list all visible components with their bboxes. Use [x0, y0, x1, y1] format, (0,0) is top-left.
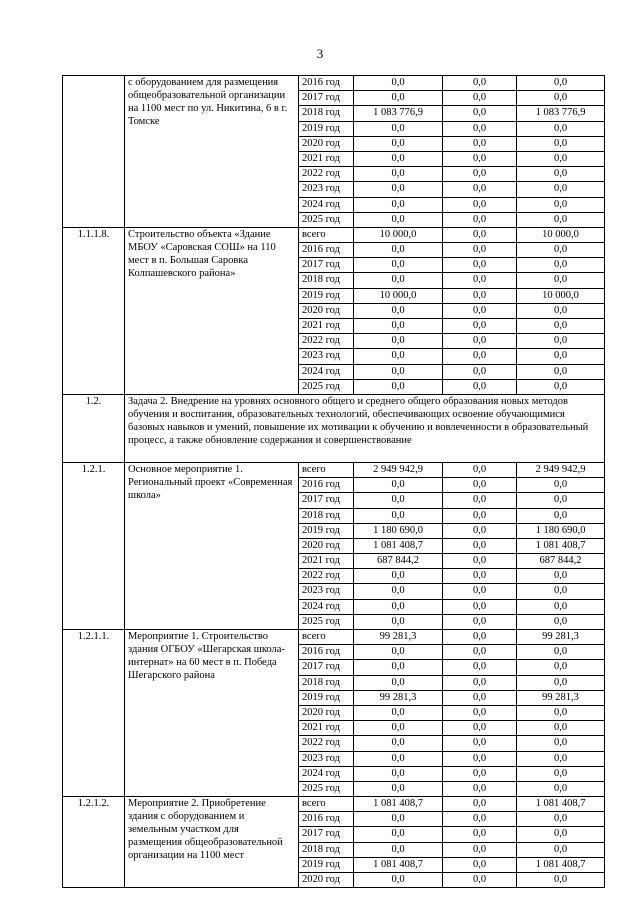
regional-value: 1 081 408,7	[517, 797, 605, 812]
regional-value: 0,0	[517, 766, 605, 781]
total-value: 0,0	[354, 136, 443, 151]
federal-value: 0,0	[443, 182, 517, 197]
period-cell: 2024 год	[299, 364, 354, 379]
regional-value: 0,0	[517, 303, 605, 318]
regional-value: 99 281,3	[517, 630, 605, 645]
period-cell: 2024 год	[299, 197, 354, 212]
period-cell: 2018 год	[299, 675, 354, 690]
total-value: 0,0	[354, 349, 443, 364]
regional-value: 0,0	[517, 569, 605, 584]
item-name: с оборудованием для размещения общеобразовательной организации на 1100 мест по ул. Никитина, 6 в г. Томске	[125, 76, 299, 228]
period-cell: 2016 год	[299, 243, 354, 258]
total-value: 1 081 408,7	[354, 857, 443, 872]
period-cell: 2020 год	[299, 705, 354, 720]
federal-value: 0,0	[443, 227, 517, 242]
total-value: 0,0	[354, 812, 443, 827]
period-cell: 2019 год	[299, 857, 354, 872]
period-cell: 2025 год	[299, 379, 354, 394]
period-cell: 2022 год	[299, 334, 354, 349]
period-cell: 2019 год	[299, 121, 354, 136]
period-cell: 2019 год	[299, 690, 354, 705]
total-value: 0,0	[354, 167, 443, 182]
regional-value: 0,0	[517, 812, 605, 827]
total-value: 10 000,0	[354, 288, 443, 303]
regional-value: 1 083 776,9	[517, 106, 605, 121]
federal-value: 0,0	[443, 288, 517, 303]
period-cell: 2021 год	[299, 554, 354, 569]
task-row	[63, 394, 605, 462]
item-number: 1.2.1.	[63, 462, 125, 629]
total-value: 0,0	[354, 303, 443, 318]
federal-value: 0,0	[443, 243, 517, 258]
total-value: 0,0	[354, 379, 443, 394]
period-cell: 2023 год	[299, 349, 354, 364]
regional-value: 10 000,0	[517, 288, 605, 303]
total-value: 0,0	[354, 76, 443, 91]
total-value: 10 000,0	[354, 227, 443, 242]
regional-value: 2 949 942,9	[517, 462, 605, 477]
federal-value: 0,0	[443, 554, 517, 569]
period-cell: 2022 год	[299, 569, 354, 584]
total-value: 687 844,2	[354, 554, 443, 569]
total-value: 0,0	[354, 705, 443, 720]
total-value: 0,0	[354, 781, 443, 796]
federal-value: 0,0	[443, 797, 517, 812]
federal-value: 0,0	[443, 76, 517, 91]
table-row	[63, 227, 605, 242]
period-cell: 2017 год	[299, 493, 354, 508]
federal-value: 0,0	[443, 121, 517, 136]
federal-value: 0,0	[443, 167, 517, 182]
period-cell: 2020 год	[299, 873, 354, 888]
budget-table-body	[63, 76, 605, 888]
regional-value: 0,0	[517, 212, 605, 227]
federal-value: 0,0	[443, 303, 517, 318]
table-row	[63, 630, 605, 645]
total-value: 1 081 408,7	[354, 797, 443, 812]
regional-value: 0,0	[517, 197, 605, 212]
federal-value: 0,0	[443, 273, 517, 288]
total-value: 0,0	[354, 675, 443, 690]
budget-table	[62, 75, 605, 888]
federal-value: 0,0	[443, 379, 517, 394]
period-cell: всего	[299, 227, 354, 242]
period-cell: всего	[299, 462, 354, 477]
total-value: 0,0	[354, 842, 443, 857]
federal-value: 0,0	[443, 781, 517, 796]
total-value: 99 281,3	[354, 630, 443, 645]
federal-value: 0,0	[443, 842, 517, 857]
period-cell: 2025 год	[299, 781, 354, 796]
regional-value: 0,0	[517, 273, 605, 288]
regional-value: 687 844,2	[517, 554, 605, 569]
table-row	[63, 462, 605, 477]
federal-value: 0,0	[443, 690, 517, 705]
regional-value: 0,0	[517, 349, 605, 364]
federal-value: 0,0	[443, 197, 517, 212]
period-cell: 2023 год	[299, 584, 354, 599]
period-cell: 2016 год	[299, 76, 354, 91]
total-value: 0,0	[354, 766, 443, 781]
period-cell: 2017 год	[299, 660, 354, 675]
regional-value: 0,0	[517, 675, 605, 690]
period-cell: 2018 год	[299, 842, 354, 857]
period-cell: 2021 год	[299, 721, 354, 736]
federal-value: 0,0	[443, 508, 517, 523]
regional-value: 0,0	[517, 258, 605, 273]
period-cell: 2018 год	[299, 273, 354, 288]
period-cell: 2020 год	[299, 303, 354, 318]
period-cell: 2019 год	[299, 288, 354, 303]
federal-value: 0,0	[443, 106, 517, 121]
page-number: 3	[316, 46, 324, 61]
period-cell: 2018 год	[299, 106, 354, 121]
regional-value: 0,0	[517, 584, 605, 599]
total-value: 1 081 408,7	[354, 538, 443, 553]
period-cell: всего	[299, 797, 354, 812]
total-value: 1 083 776,9	[354, 106, 443, 121]
total-value: 0,0	[354, 364, 443, 379]
total-value: 0,0	[354, 273, 443, 288]
federal-value: 0,0	[443, 319, 517, 334]
period-cell: 2022 год	[299, 736, 354, 751]
federal-value: 0,0	[443, 462, 517, 477]
total-value: 0,0	[354, 569, 443, 584]
regional-value: 0,0	[517, 243, 605, 258]
federal-value: 0,0	[443, 91, 517, 106]
total-value: 0,0	[354, 660, 443, 675]
item-number: 1.2.1.1.	[63, 630, 125, 797]
federal-value: 0,0	[443, 478, 517, 493]
period-cell: 2021 год	[299, 319, 354, 334]
period-cell: 2024 год	[299, 599, 354, 614]
item-number: 1.2.1.2.	[63, 797, 125, 888]
period-cell: 2016 год	[299, 645, 354, 660]
period-cell: 2025 год	[299, 212, 354, 227]
regional-value: 0,0	[517, 478, 605, 493]
total-value: 0,0	[354, 182, 443, 197]
total-value: 0,0	[354, 645, 443, 660]
regional-value: 1 180 690,0	[517, 523, 605, 538]
federal-value: 0,0	[443, 812, 517, 827]
period-cell: 2017 год	[299, 258, 354, 273]
regional-value: 0,0	[517, 136, 605, 151]
regional-value: 1 081 408,7	[517, 538, 605, 553]
regional-value: 0,0	[517, 614, 605, 629]
regional-value: 0,0	[517, 599, 605, 614]
federal-value: 0,0	[443, 705, 517, 720]
total-value: 2 949 942,9	[354, 462, 443, 477]
item-name: Строительство объекта «Здание МБОУ «Саровская СОШ» на 110 мест в п. Большая Саровка Колпашевского района»	[125, 227, 299, 394]
period-cell: 2024 год	[299, 766, 354, 781]
period-cell: 2016 год	[299, 478, 354, 493]
period-cell: 2017 год	[299, 91, 354, 106]
period-cell: 2022 год	[299, 167, 354, 182]
total-value: 0,0	[354, 827, 443, 842]
period-cell: 2018 год	[299, 508, 354, 523]
federal-value: 0,0	[443, 538, 517, 553]
regional-value: 0,0	[517, 121, 605, 136]
regional-value: 99 281,3	[517, 690, 605, 705]
federal-value: 0,0	[443, 258, 517, 273]
period-cell: 2025 год	[299, 614, 354, 629]
total-value: 0,0	[354, 258, 443, 273]
total-value: 0,0	[354, 197, 443, 212]
total-value: 99 281,3	[354, 690, 443, 705]
regional-value: 0,0	[517, 660, 605, 675]
table-row	[63, 797, 605, 812]
total-value: 0,0	[354, 212, 443, 227]
federal-value: 0,0	[443, 736, 517, 751]
federal-value: 0,0	[443, 584, 517, 599]
federal-value: 0,0	[443, 751, 517, 766]
federal-value: 0,0	[443, 827, 517, 842]
federal-value: 0,0	[443, 212, 517, 227]
federal-value: 0,0	[443, 569, 517, 584]
regional-value: 0,0	[517, 736, 605, 751]
total-value: 0,0	[354, 151, 443, 166]
total-value: 0,0	[354, 121, 443, 136]
period-cell: 2019 год	[299, 523, 354, 538]
regional-value: 0,0	[517, 379, 605, 394]
item-name: Основное мероприятие 1. Региональный проект «Современная школа»	[125, 462, 299, 629]
federal-value: 0,0	[443, 364, 517, 379]
regional-value: 0,0	[517, 151, 605, 166]
total-value: 0,0	[354, 478, 443, 493]
federal-value: 0,0	[443, 136, 517, 151]
total-value: 0,0	[354, 721, 443, 736]
period-cell: 2020 год	[299, 136, 354, 151]
regional-value: 0,0	[517, 842, 605, 857]
regional-value: 0,0	[517, 334, 605, 349]
period-cell: 2016 год	[299, 812, 354, 827]
federal-value: 0,0	[443, 857, 517, 872]
regional-value: 0,0	[517, 721, 605, 736]
period-cell: 2023 год	[299, 182, 354, 197]
total-value: 0,0	[354, 508, 443, 523]
federal-value: 0,0	[443, 873, 517, 888]
item-number	[63, 76, 125, 228]
regional-value: 0,0	[517, 364, 605, 379]
total-value: 1 180 690,0	[354, 523, 443, 538]
total-value: 0,0	[354, 91, 443, 106]
item-name: Мероприятие 2. Приобретение здания с оборудованием и земельным участком для размещения общеобразовательной организации на 1100 мест	[125, 797, 299, 888]
regional-value: 0,0	[517, 508, 605, 523]
item-number: 1.1.1.8.	[63, 227, 125, 394]
total-value: 0,0	[354, 736, 443, 751]
item-number: 1.2.	[63, 394, 125, 462]
federal-value: 0,0	[443, 721, 517, 736]
period-cell: 2023 год	[299, 751, 354, 766]
regional-value: 0,0	[517, 493, 605, 508]
total-value: 0,0	[354, 243, 443, 258]
regional-value: 0,0	[517, 705, 605, 720]
federal-value: 0,0	[443, 766, 517, 781]
period-cell: всего	[299, 630, 354, 645]
federal-value: 0,0	[443, 675, 517, 690]
total-value: 0,0	[354, 751, 443, 766]
federal-value: 0,0	[443, 660, 517, 675]
federal-value: 0,0	[443, 614, 517, 629]
total-value: 0,0	[354, 614, 443, 629]
period-cell: 2017 год	[299, 827, 354, 842]
regional-value: 0,0	[517, 182, 605, 197]
regional-value: 10 000,0	[517, 227, 605, 242]
period-cell: 2021 год	[299, 151, 354, 166]
regional-value: 1 081 408,7	[517, 857, 605, 872]
regional-value: 0,0	[517, 319, 605, 334]
federal-value: 0,0	[443, 334, 517, 349]
federal-value: 0,0	[443, 523, 517, 538]
item-name: Мероприятие 1. Строительство здания ОГБОУ «Шегарская школа-интернат» на 60 мест в п. Победа Шегарского района	[125, 630, 299, 797]
total-value: 0,0	[354, 584, 443, 599]
task-description: Задача 2. Внедрение на уровнях основного общего и среднего общего образования новых методов обучения и воспитания, образовательных технологий, обеспечивающих освоение обучающимися базовых навыков и умений, повышение их мотивации к обучению и вовлеченности в образовательный процесс, а также обновление содержания и совершенствование	[125, 394, 605, 462]
federal-value: 0,0	[443, 349, 517, 364]
regional-value: 0,0	[517, 827, 605, 842]
total-value: 0,0	[354, 873, 443, 888]
regional-value: 0,0	[517, 91, 605, 106]
total-value: 0,0	[354, 334, 443, 349]
federal-value: 0,0	[443, 599, 517, 614]
regional-value: 0,0	[517, 751, 605, 766]
total-value: 0,0	[354, 319, 443, 334]
total-value: 0,0	[354, 493, 443, 508]
regional-value: 0,0	[517, 645, 605, 660]
federal-value: 0,0	[443, 630, 517, 645]
period-cell: 2020 год	[299, 538, 354, 553]
federal-value: 0,0	[443, 151, 517, 166]
regional-value: 0,0	[517, 873, 605, 888]
regional-value: 0,0	[517, 781, 605, 796]
regional-value: 0,0	[517, 76, 605, 91]
federal-value: 0,0	[443, 645, 517, 660]
regional-value: 0,0	[517, 167, 605, 182]
federal-value: 0,0	[443, 493, 517, 508]
table-row	[63, 76, 605, 91]
total-value: 0,0	[354, 599, 443, 614]
